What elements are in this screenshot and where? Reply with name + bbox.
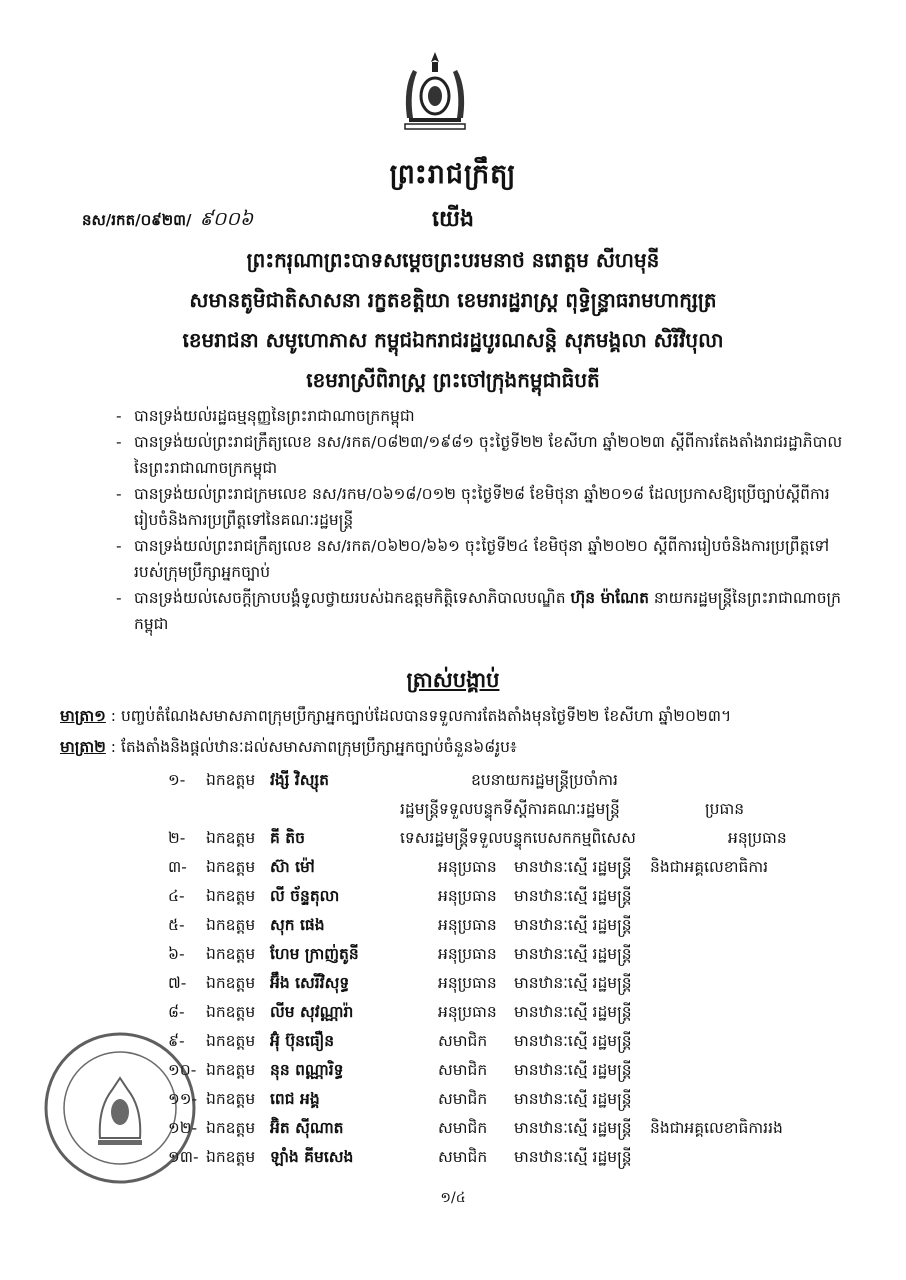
member-name: អ៊ឹង សេរីវិសុទ្ធ <box>270 974 350 992</box>
item-number: ១២- <box>168 1119 198 1137</box>
members-list <box>168 766 848 1172</box>
item-number: ៦- <box>168 945 185 963</box>
member-role: សមាជិក <box>438 1090 488 1108</box>
list-item <box>168 882 848 911</box>
honorific: ឯកឧត្តម <box>206 1032 256 1050</box>
page-number: ១/៤ <box>440 1190 466 1206</box>
member-name: លី ច័ន្ទតុលា <box>270 887 340 905</box>
member-role: អនុប្រធាន <box>438 887 497 905</box>
member-role: អនុប្រធាន <box>438 974 497 992</box>
prime-minister-name: ហ៊ុន ម៉ាណែត <box>570 589 649 607</box>
member-name: ឡាំង គីមសេង <box>270 1148 354 1166</box>
list-item <box>168 1085 848 1114</box>
item-number: ៤- <box>168 887 185 905</box>
honorific: ឯកឧត្តម <box>206 1090 256 1108</box>
member-role: អនុប្រធាន <box>438 916 497 934</box>
we-heading: យើង <box>432 207 474 232</box>
member-role: សមាជិក <box>438 1119 488 1137</box>
preamble-item: - បានទ្រង់យល់ព្រះរាជក្រឹត្យលេខ នស/រកត/០៨២៣/១៩៨១ ចុះថ្ងៃទី២២ ខែសីហា ឆ្នាំ២០២៣ ស្តីពីការតែងតាំងរាជរដ្ឋាភិបាលនៃព្រះរាជាណាចក្រកម្ពុជា <box>116 433 843 477</box>
list-item: ២- ឯកឧត្តម គី តិច ទេសរដ្ឋមន្ត្រីទទួលបន្ទុកបេសកកម្មពិសេស អនុប្រធាន <box>168 824 848 853</box>
reference-code: នស/រកត/០៩២៣/ <box>82 211 192 229</box>
article-text: : តែងតាំងនិងផ្តល់ឋានៈដល់សមាសភាពក្រុមប្រឹក្សាអ្នកច្បាប់ចំនួន៦៨រូប៖ <box>105 738 517 756</box>
royal-seal-stamp-icon <box>40 1028 200 1188</box>
member-name: វង្សី វិស្សុត <box>270 771 329 789</box>
member-name: ពេជ អង្គ <box>270 1090 320 1108</box>
member-name: ហែម ក្រាញ់តូនី <box>270 945 359 963</box>
preamble-item: - បានទ្រង់យល់សេចក្តីក្រាបបង្គំទូលថ្វាយរបស់ឯកឧត្តមកិត្តិទេសាភិបាលបណ្ឌិត ហ៊ុន ម៉ាណែត នាយករដ្ឋមន្ត្រីនៃព្រះរាជាណាចក្រកម្ពុជា <box>116 589 842 633</box>
list-item-continuation: រដ្ឋមន្ត្រីទទួលបន្ទុកទីស្តីការគណៈរដ្ឋមន្ត្រី ប្រធាន <box>400 800 745 818</box>
member-name: គី តិច <box>270 829 305 847</box>
royal-title-line: ខេមរាជនា សមូហោភាស កម្ពុជឯករាជរដ្ឋបូរណសន្តិ សុភមង្គលា សិរីវិបុលា <box>182 328 724 352</box>
list-item <box>168 940 848 969</box>
member-rank: មានឋានៈស្មើ រដ្ឋមន្ត្រី <box>514 887 632 905</box>
member-rank: មានឋានៈស្មើ រដ្ឋមន្ត្រី <box>514 974 632 992</box>
item-number: ១០- <box>168 1061 197 1079</box>
honorific: ឯកឧត្តម <box>206 1003 256 1021</box>
member-name: នុន ពណ្ណារិទ្ធ <box>270 1061 344 1079</box>
member-extra: និងជាអគ្គលេខាធិការ <box>650 858 769 876</box>
document-title: ព្រះរាជក្រឹត្យ <box>389 159 517 190</box>
honorific: ឯកឧត្តម <box>206 1061 256 1079</box>
list-item <box>168 1143 848 1172</box>
item-number: ៥- <box>168 916 185 934</box>
list-item <box>168 969 848 998</box>
member-rank: មានឋានៈស្មើ រដ្ឋមន្ត្រី <box>514 1061 632 1079</box>
item-number: ៣- <box>168 858 187 876</box>
member-name: អ៊ិត ស៊ីណាត <box>270 1119 344 1137</box>
member-name: ស៊ា ម៉ៅ <box>270 858 315 876</box>
preamble-list <box>116 403 856 637</box>
member-extra: និងជាអគ្គលេខាធិការរង <box>650 1119 783 1137</box>
list-item: ១- ឯកឧត្តម វង្សី វិស្សុត ឧបនាយករដ្ឋមន្ត្រីប្រចាំការ <box>168 766 848 795</box>
article-label: មាត្រា២ <box>60 738 106 756</box>
preamble-item: - បានទ្រង់យល់ព្រះរាជក្រមលេខ នស/រកម/០៦១៨/០១២ ចុះថ្ងៃទី២៨ ខែមិថុនា ឆ្នាំ២០១៨ ដែលប្រកាសឱ្យប្រើច្បាប់ស្តីពីការរៀបចំនិងការប្រព្រឹត្តទៅនៃគណៈរដ្ឋមន្ត្រី <box>116 485 830 529</box>
article-text: : បញ្ចប់តំណែងសមាសភាពក្រុមប្រឹក្សាអ្នកច្បាប់ដែលបានទទួលការតែងតាំងមុនថ្ងៃទី២២ ខែសីហា ឆ្នាំ២០២៣។ <box>105 707 732 725</box>
honorific: ឯកឧត្តម <box>206 1148 256 1166</box>
honorific: ឯកឧត្តម <box>206 1119 256 1137</box>
royal-title-line: ខេមរាស្រីពិរាស្ត្រ ព្រះចៅក្រុងកម្ពុជាធិបតី <box>306 368 600 392</box>
member-rank: មានឋានៈស្មើ រដ្ឋមន្ត្រី <box>514 916 632 934</box>
member-name: អ៊ុំ ប៊ុនធឿន <box>270 1032 335 1050</box>
member-rank: មានឋានៈស្មើ រដ្ឋមន្ត្រី <box>514 1032 632 1050</box>
article-2 <box>60 737 517 760</box>
list-item <box>168 1114 848 1143</box>
member-rank: មានឋានៈស្មើ រដ្ឋមន្ត្រី <box>514 1148 632 1166</box>
member-role: សមាជិក <box>438 1032 488 1050</box>
member-role: សមាជិក <box>438 1148 488 1166</box>
article-1 <box>60 706 731 729</box>
royal-title-line: សមានតូមិជាតិសាសនា រក្ខតខត្តិយា ខេមរារដ្ឋរាស្ត្រ ពុទ្ធិន្ទ្រាធរាមហាក្សត្រ <box>189 288 717 312</box>
member-name: លីម សុវណ្ណារ៉ា <box>270 1003 354 1021</box>
member-role: អនុប្រធាន <box>438 858 497 876</box>
member-rank: មានឋានៈស្មើ រដ្ឋមន្ត្រី <box>514 1090 632 1108</box>
member-rank: មានឋានៈស្មើ រដ្ឋមន្ត្រី <box>514 1119 632 1137</box>
honorific: ឯកឧត្តម <box>206 887 256 905</box>
list-item <box>168 998 848 1027</box>
item-number: ៧- <box>168 974 187 992</box>
honorific: ឯកឧត្តម <box>206 858 256 876</box>
handwritten-number: ៩០០៦ <box>199 208 254 230</box>
member-role: អនុប្រធាន <box>438 945 497 963</box>
royal-titles <box>60 240 846 400</box>
member-rank: មានឋានៈស្មើ រដ្ឋមន្ត្រី <box>514 1003 632 1021</box>
item-number: ៩- <box>168 1032 185 1050</box>
list-item <box>168 853 848 882</box>
honorific: ឯកឧត្តម <box>206 916 256 934</box>
member-rank: មានឋានៈស្មើ រដ្ឋមន្ត្រី <box>514 945 632 963</box>
honorific: ឯកឧត្តម <box>206 974 256 992</box>
item-number: ១៣- <box>168 1148 199 1166</box>
member-role: សមាជិក <box>438 1061 488 1079</box>
member-name: សុក ផេង <box>270 916 325 934</box>
royal-coat-of-arms-icon <box>399 48 471 132</box>
list-item <box>168 1056 848 1085</box>
decree-heading: ត្រាស់បង្គាប់ <box>406 668 500 692</box>
list-item <box>168 1027 848 1056</box>
list-item <box>168 911 848 940</box>
member-role: អនុប្រធាន <box>438 1003 497 1021</box>
royal-title-line: ព្រះករុណាព្រះបាទសម្តេចព្រះបរមនាថ នរោត្តម សីហមុនី <box>246 248 660 272</box>
item-number: ១១- <box>168 1090 198 1108</box>
item-number: ៨- <box>168 1003 185 1021</box>
honorific: ឯកឧត្តម <box>206 945 256 963</box>
member-rank: មានឋានៈស្មើ រដ្ឋមន្ត្រី <box>514 858 632 876</box>
article-label: មាត្រា១ <box>60 707 106 725</box>
preamble-item: - បានទ្រង់យល់ព្រះរាជក្រឹត្យលេខ នស/រកត/០៦២០/៦៦១ ចុះថ្ងៃទី២៤ ខែមិថុនា ឆ្នាំ២០២០ ស្តីពីការរៀបចំនិងការប្រព្រឹត្តទៅរបស់ក្រុមប្រឹក្សាអ្នកច្បាប់ <box>116 537 830 581</box>
preamble-item: - បានទ្រង់យល់រដ្ឋធម្មនុញ្ញនៃព្រះរាជាណាចក្រកម្ពុជា <box>116 407 415 425</box>
